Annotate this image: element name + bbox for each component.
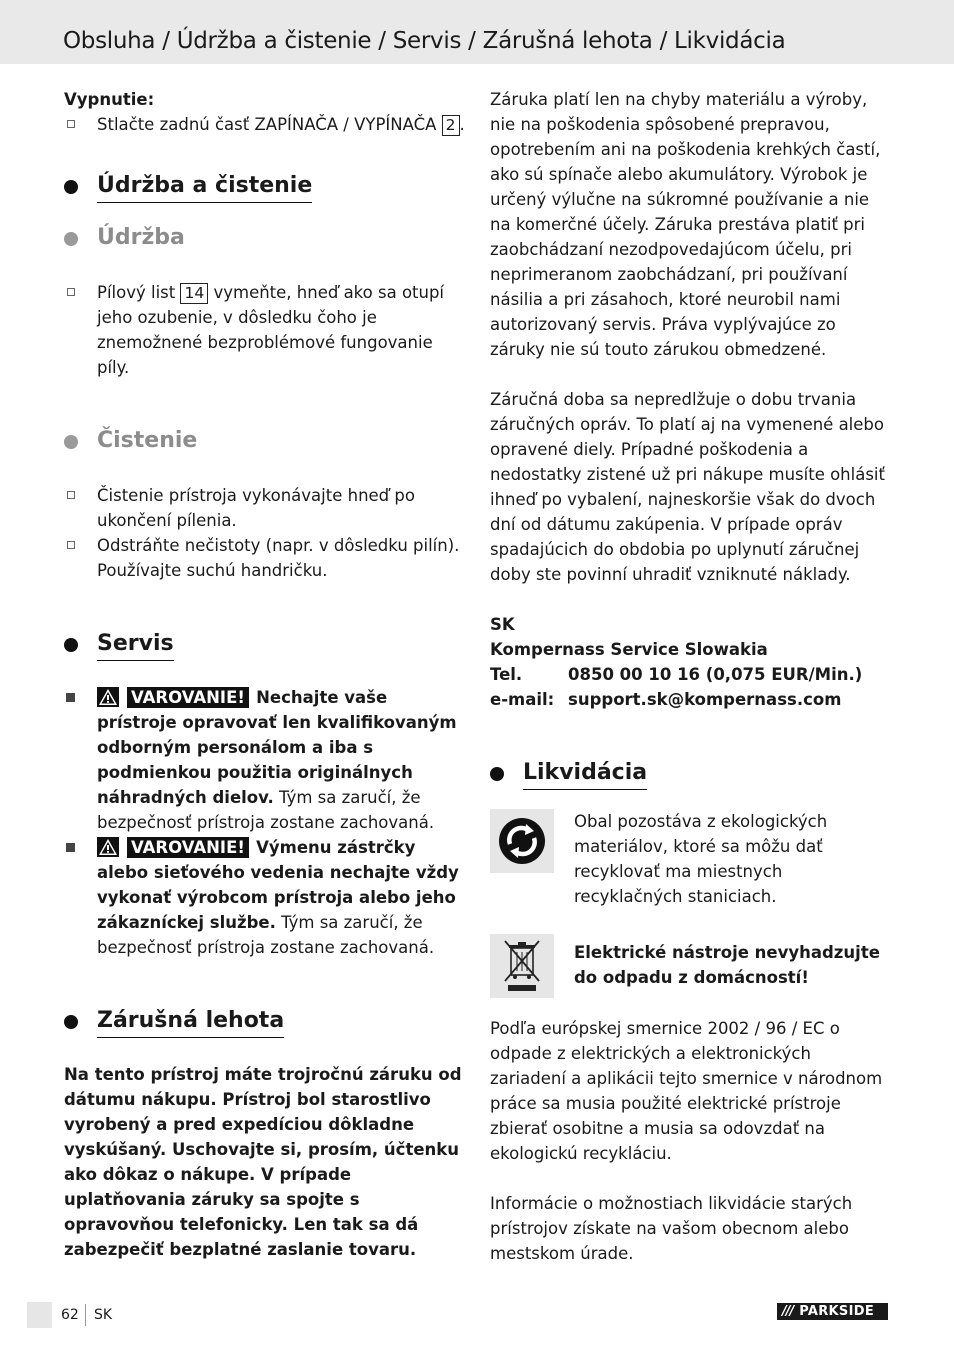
checkbox-bullet-icon xyxy=(67,491,75,499)
section-heading xyxy=(64,171,466,203)
list-item-text: Čistenie prístroja vykonávajte hneď po ukončení pílenia. xyxy=(97,486,415,530)
checkbox-bullet-icon xyxy=(67,120,75,128)
footer-marker xyxy=(27,1302,52,1328)
checkbox-bullet-icon xyxy=(67,288,75,296)
warning-text-bold: Nechajte vaše prístroje opravovať len kvalifikovaným odborným personálom a iba s podmienkou použitia originálnych náhradných dielov. xyxy=(97,688,457,807)
warranty-period: Záručná doba sa nepredlžuje o dobu trvania záručných opráv. To platí aj na vymenené alebo opravené diely. Prípadné poškodenia a nedostatky zistené už pri nákupe musíte ohlásiť ihneď po vybalení, najneskoršie však do dvoch dní od dátumu zakúpenia. V prípade opráv spadajúcich do obdobia po uplynutí záručnej doby ste povinní uhradiť vzniknuté náklady. xyxy=(490,390,885,584)
subsection-heading xyxy=(64,223,466,254)
weee-warning: Elektrické nástroje nevyhadzujte do odpadu z domácností! xyxy=(574,943,880,987)
subsection-heading-text: Čistenie xyxy=(97,428,198,453)
contact-email-label: e-mail: xyxy=(490,690,555,709)
list-item-text: vymeňte, hneď ako sa otupí jeho ozubenie, v dôsledku čoho je znemožnené bezproblémové fungovanie píly. xyxy=(97,283,445,377)
recycling-text: Obal pozostáva z ekologických materiálov, ktoré sa môžu dať recyklovať ma miestnych recyklačných staniciach. xyxy=(574,812,828,906)
contact-phone xyxy=(490,662,892,687)
warning-text: Tým sa zaručí, že bezpečnosť prístroja zostane zachovaná. xyxy=(97,913,435,957)
part-reference: 14 xyxy=(180,283,208,304)
contact-country: SK xyxy=(490,615,515,634)
checkbox-bullet-icon xyxy=(67,541,75,549)
warning-triangle-icon xyxy=(97,837,119,857)
list-item xyxy=(64,280,466,380)
warning-item xyxy=(64,685,466,835)
warning-badge xyxy=(97,687,249,708)
warning-text-bold: Výmenu zástrčky alebo sieťového vedenia nechajte vždy vykonať výrobcom prístroja alebo jeho zákazníckej službe. xyxy=(97,838,459,932)
bullet-dot-icon xyxy=(64,1015,78,1029)
bullet-dot-icon xyxy=(64,232,78,246)
part-reference: 2 xyxy=(442,115,460,136)
square-bullet-icon xyxy=(66,843,75,852)
recycling-icon xyxy=(490,809,554,873)
warning-item xyxy=(64,835,466,960)
service-contact xyxy=(490,612,892,712)
disposal-info: Informácie o možnostiach likvidácie starých prístrojov získate na vašom obecnom alebo mestskom úrade. xyxy=(490,1194,853,1263)
page-header xyxy=(0,0,954,64)
weee-note xyxy=(490,934,892,998)
contact-email xyxy=(490,687,892,712)
bullet-dot-icon xyxy=(64,435,78,449)
list-item-text: Pílový list xyxy=(97,283,176,302)
section-heading-text: Zárušná lehota xyxy=(97,1006,284,1038)
page-title: Obsluha / Údržba a čistenie / Servis / Zárušná lehota / Likvidácia xyxy=(63,28,786,54)
footer-divider xyxy=(85,1304,86,1326)
bullet-dot-icon xyxy=(64,180,78,194)
subsection-heading xyxy=(64,426,466,457)
warning-text: Tým sa zaručí, že bezpečnosť prístroja zostane zachovaná. xyxy=(97,788,435,832)
list-item xyxy=(64,533,466,583)
language-code: SK xyxy=(94,1307,113,1323)
bullet-dot-icon xyxy=(64,638,78,652)
list-item-text: . xyxy=(459,115,465,134)
left-column xyxy=(64,87,466,1262)
list-item-text: Odstráňte nečistoty (napr. v dôsledku pilín). Používajte suchú handričku. xyxy=(97,536,460,580)
section-heading xyxy=(64,1006,466,1038)
section-heading xyxy=(64,629,466,661)
section-heading-text: Údržba a čistenie xyxy=(97,171,312,203)
contact-email-value: support.sk@kompernass.com xyxy=(568,690,842,709)
bullet-dot-icon xyxy=(490,767,504,781)
directive-text: Podľa európskej smernice 2002 / 96 / EC o odpade z elektrických a elektronických zariadení a aplikácii tejto smernice v národnom práce sa musia použité elektrické prístroje zbierať osobitne a musia sa odovzdať na ekologickú recykláciu. xyxy=(490,1019,883,1163)
list-item xyxy=(64,112,466,137)
warranty-intro: Na tento prístroj máte trojročnú záruku od dátumu nákupu. Prístroj bol starostlivo vyrobený a pred expedíciou dôkladne vyskúšaný. Uschovajte si, prosím, účtenku ako dôkaz o nákupe. V prípade uplatňovania záruky sa spojte s opravovňou telefonicky. Len tak sa dá zabezpečiť bezplatné zaslanie tovaru. xyxy=(64,1065,462,1259)
page-number: 62 xyxy=(61,1307,79,1323)
parkside-logo xyxy=(777,1303,888,1320)
section-heading-text: Likvidácia xyxy=(523,758,647,790)
list-item-text: Stlačte zadnú časť ZAPÍNAČA / VYPÍNAČA xyxy=(97,115,437,134)
warning-triangle-icon xyxy=(97,687,119,707)
logo-text: PARKSIDE xyxy=(799,1304,875,1319)
warning-badge xyxy=(97,837,249,858)
right-column xyxy=(490,87,892,1266)
contact-phone-value: 0850 00 10 16 (0,075 EUR/Min.) xyxy=(568,665,863,684)
subsection-heading-text: Údržba xyxy=(97,225,185,250)
recycling-note xyxy=(490,809,892,909)
warning-label: VAROVANIE! xyxy=(127,837,249,858)
square-bullet-icon xyxy=(66,693,75,702)
warning-label: VAROVANIE! xyxy=(127,687,249,708)
list-item xyxy=(64,483,466,533)
section-heading-text: Servis xyxy=(97,629,174,661)
contact-phone-label: Tel. xyxy=(490,665,523,684)
warranty-terms: Záruka platí len na chyby materiálu a výroby, nie na poškodenia spôsobené prepravou, opotrebením ani na poškodenia krehkých častí, ako sú spínače alebo akumulátory. Výrobok je určený výlučne na súkromné používanie a nie na komerčné účely. Záruka prestáva platiť pri zaobchádzaní nezodpovedajúcom účelu, pri neprimeranom zaobchádzaní, pri používaní násilia a pri zásahoch, ktoré neurobil nami autorizovaný servis. Práva vyplývajúce zo záruky nie sú touto zárukou obmedzené. xyxy=(490,90,881,359)
off-heading: Vypnutie: xyxy=(64,90,155,109)
section-heading xyxy=(490,758,892,790)
logo-stripes: /// xyxy=(782,1304,794,1319)
contact-company: Kompernass Service Slowakia xyxy=(490,640,768,659)
crossed-bin-icon xyxy=(490,934,554,998)
